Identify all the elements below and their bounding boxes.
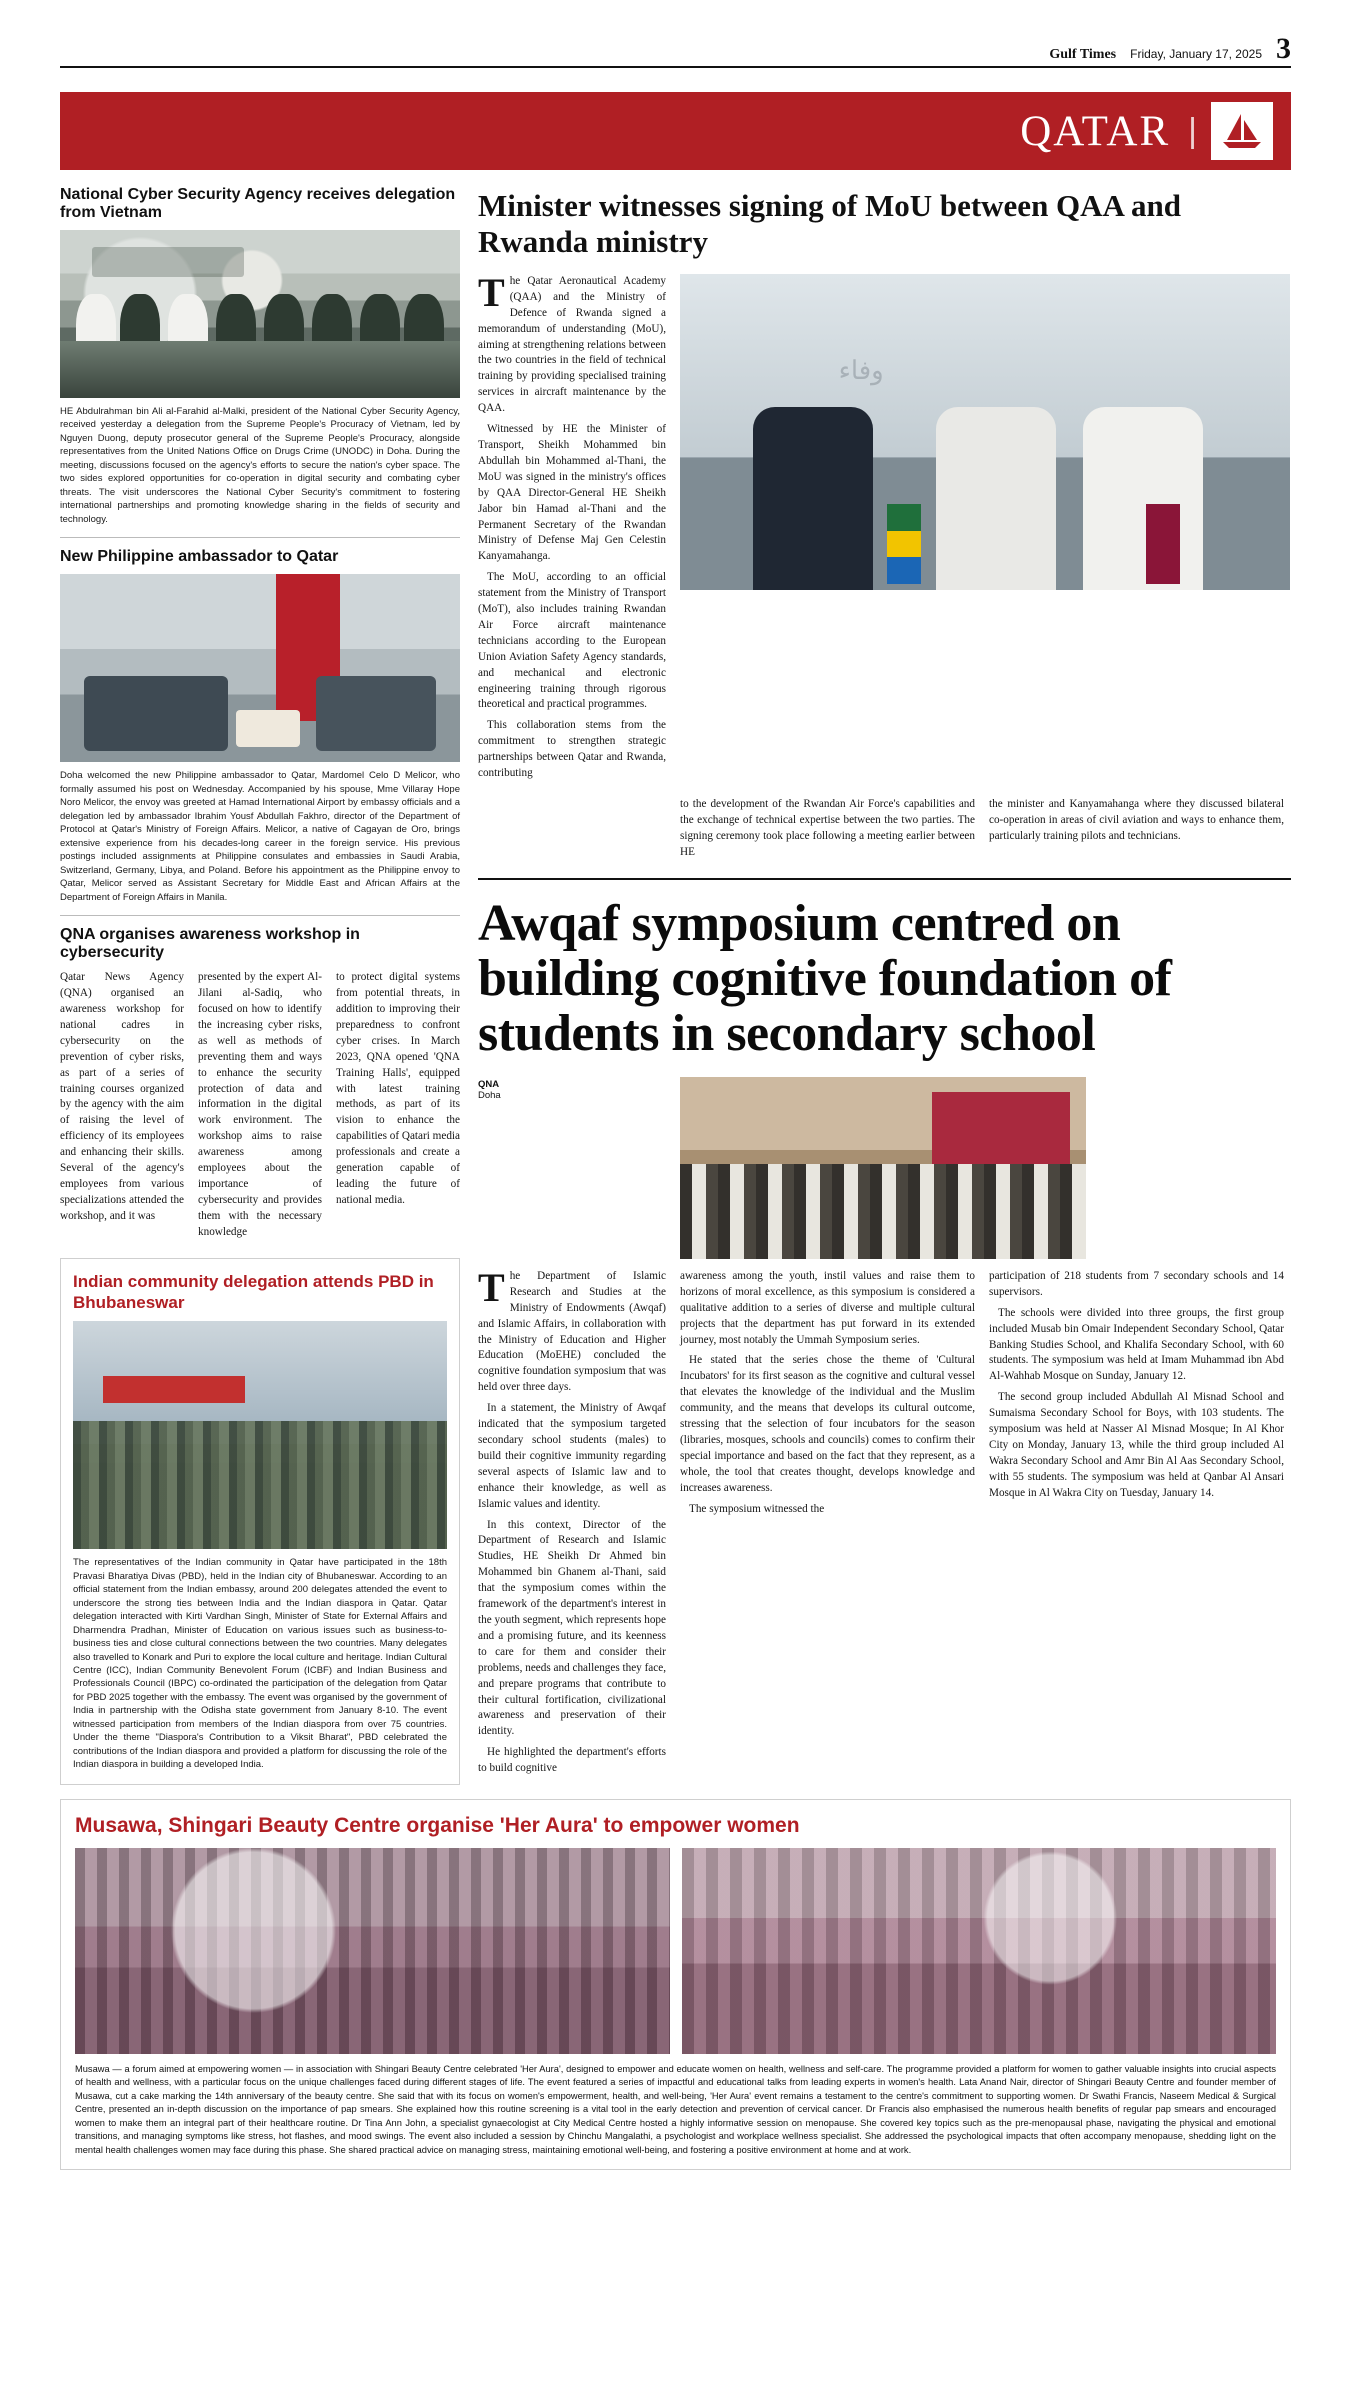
story-headline: Musawa, Shingari Beauty Centre organise 'Her Aura' to empower women <box>75 1813 800 1837</box>
pravasi-bharatiya-divas-photo <box>73 1321 447 1549</box>
story-musawa-her-aura <box>60 1799 1291 2170</box>
byline-city: Doha <box>478 1089 501 1101</box>
story-awqaf-symposium <box>478 896 1291 1782</box>
photo-arabic-text: وفاء <box>838 356 884 386</box>
divider <box>60 537 460 538</box>
divider <box>60 915 460 916</box>
story-cyber-security <box>60 186 460 526</box>
qatar-flag <box>1146 504 1180 584</box>
story-paragraph: In a statement, the Ministry of Awqaf indicated that the symposium targeted secondary school students (males) to build their cognitive immunity regarding several aspects of Islamic law and to enhance their knowledge, as well as Islamic values and identity. <box>478 1402 666 1510</box>
story-body <box>60 970 460 1245</box>
story-paragraph: The Department of Islamic Research and Studies at the Ministry of Endowments (Awqaf) and Islamic Affairs, in collaboration with the Ministry of Education and Higher Education (MoEHE) concluded the cognitive foundation symposium that was held over three days. <box>478 1264 666 1394</box>
publication-name: Gulf Times <box>1049 47 1117 62</box>
divider <box>478 878 1291 880</box>
story-body-column <box>478 1264 666 1782</box>
section-banner <box>60 92 1291 170</box>
her-aura-session-photo <box>682 1848 1277 2054</box>
cyber-security-meeting-photo <box>60 230 460 398</box>
byline <box>478 1079 666 1101</box>
awqaf-symposium-photo <box>680 1077 1086 1259</box>
story-body-column <box>989 1269 1284 1782</box>
section-title: QATAR <box>1020 107 1171 155</box>
story-paragraph: the minister and Kanyamahanga where they discussed bilateral co-operation in areas of civil aviation and ways to enhance them, particularly training pilots and technicians. <box>989 798 1284 842</box>
byline-agency: QNA <box>478 1078 500 1090</box>
newspaper-page <box>0 28 1351 2393</box>
mou-signing-photo <box>680 274 1290 590</box>
story-headline: Indian community delegation attends PBD in Bhubaneswar <box>73 1271 434 1312</box>
story-photos <box>75 1848 1276 2054</box>
story-paragraph: Qatar News Agency (QNA) organised an awareness workshop for national cadres in cybersecurity on the prevention of cyber risks, as part of a series of training courses organized by the agency with the aim of raising the level of efficiency of its employees and enhancing their skills. Several of the agency's employees from various specializations attended the workshop, and it was <box>60 971 184 1222</box>
masthead-right <box>1049 34 1291 64</box>
page-content <box>60 186 1291 1785</box>
her-aura-group-photo <box>75 1848 670 2054</box>
publication-date: Friday, January 17, 2025 <box>1130 47 1262 61</box>
story-paragraph: awareness among the youth, instil values and raise them to horizons of moral excellence, as this symposium is considered a qualitative addition to a series of diverse and multiple cultural projects that the department has put forward in its extended journey, most notably the Ummah Symposium series. <box>680 1269 975 1346</box>
story-caption: Musawa — a forum aimed at empowering women — in association with Shingari Beauty Centre celebrated 'Her Aura', designed to empower and educate women on health, wellness and self-care. The programme provided a platform for women to gather valuable insights into crucial aspects of health and wellness, with a particular focus on the unique challenges faced during different stages of life. The event featured a series of impactful and educational talks from leading experts in women's health. Lata Anand Nair, director of Shingari Beauty Centre and founder member of Musawa, cut a cake marking the 14th anniversary of the beauty centre. She said that with its focus on women's empowerment, health, and well-being, 'Her Aura' event remains a testament to the centre's commitment to supporting women. Dr Swathi Francis, Naseem Medical & Surgical Centre, presented an in-depth discussion on the importance of pap smears. She explained how this routine screening is a vital tool in the early detection and prevention of cervical cancer. Dr Francis also emphasised the numerous health benefits of regular pap smears and encouraged women to make them an integral part of their healthcare routine. Dr Tina Ann John, a specialist gynaecologist at City Medical Centre hosted a highly informative session on menopause. She covered key topics such as the pre-menopausal phase, navigating the physical and emotional transitions, and managing symptoms like stress, hot flashes, and mood swings. The event also included a session by Chinchu Mangalathi, a psychologist and workplace wellness specialist. She addressed the psychological impacts that often accompany menopause, shedding light on the mental health challenges women may face during this phase. She shared practical advice on managing stress, maintaining emotional well-being, and fostering a positive environment at home and at work. <box>75 2063 1276 2155</box>
rwanda-flag <box>887 504 921 584</box>
story-paragraph: presented by the expert Al-Jilani al-Sadiq, who focused on how to identify the increasing cyber risks, as well as methods of preventing them and ways to enhance the security protection of data and information in the digital work environment. The workshop aims to raise awareness among employees about the importance of cybersecurity and provides them with the necessary knowledge <box>198 971 322 1238</box>
story-caption: HE Abdulrahman bin Ali al-Farahid al-Malki, president of the National Cyber Security Agency, received yesterday a delegation from the Supreme People's Procuracy of Vietnam, led by Nguyen Duong, deputy prosecutor general of the Supreme People's Procuracy, alongside representatives from the United Nations Office on Drugs Crime (UNODC) in Doha. During the meeting, discussions focused on the agency's efforts to secure the nation's cyber space. The two sides explored opportunities for co-operation in digital security and combating cyber threats. The visit underscores the National Cyber Security's commitment to fostering international partnerships and promoting knowledge sharing in the fields of security and technology. <box>60 406 460 525</box>
story-mou-qaa-rwanda <box>478 188 1291 866</box>
philippine-ambassador-photo <box>60 574 460 762</box>
story-headline: QNA organises awareness workshop in cybersecurity <box>60 926 360 962</box>
story-paragraph: The second group included Abdullah Al Misnad School and Sumaisma Secondary School for Boys, with 103 students. The symposium was held at Nasser Al Misnad Mosque; In Al Khor City on Monday, January 13, while the third group included Al Wakra Secondary School and Amr Bin Al Aas Secondary School, with 55 students. The symposium was held at Qanbar Al Ansari Mosque in Al Wakra City on Tuesday, January 14. <box>989 1391 1284 1499</box>
story-paragraph: He stated that the series chose the theme of 'Cultural Incubators' for its first season as the cognitive and cultural vessel that elevates the knowledge of the individual and the Muslim community, and the means that develops its cultural outcome, stressing that the selection of four incubators for the season (libraries, mosques, schools and councils) comes to confirm their special importance and based on the fact that they represent, as a whole, the tool that creates thought, develops knowledge and increases awareness. <box>680 1354 975 1494</box>
story-qna-workshop <box>60 926 460 1245</box>
story-paragraph: Witnessed by HE the Minister of Transport, Sheikh Mohammed bin Abdullah bin Mohammed al-Thani, the MoU was signed in the ministry's offices by QAA Director-General HE Sheikh Jabor bin Hamad al-Thani and the Permanent Secretary of the Rwandan Ministry of Defense Maj Gen Celestin Kanyamahanga. <box>478 423 666 563</box>
banner-separator: | <box>1188 111 1197 150</box>
story-paragraph: participation of 218 students from 7 secondary schools and 14 supervisors. <box>989 1269 1284 1298</box>
right-column <box>478 186 1291 1785</box>
story-paragraph: to the development of the Rwandan Air Force's capabilities and the exchange of technical expertise between the two parties. The signing ceremony took place following a meeting earlier between HE <box>680 798 975 858</box>
story-body-column <box>478 269 666 787</box>
left-column <box>60 186 460 1785</box>
story-paragraph: The schools were divided into three groups, the first group included Musab bin Omair Independent Secondary School, Qatar Banking Studies School, and Khalifa Secondary School, with 60 students. The symposium was held at Imam Muhammad ibn Abd Al-Wahhab Mosque on Sunday, January 12. <box>989 1306 1284 1383</box>
story-headline: Awqaf symposium centred on building cognitive foundation of students in secondary school <box>478 894 1172 1062</box>
story-paragraph: In this context, Director of the Department of Research and Islamic Studies, HE Sheikh Dr Ahmed bin Mohammed bin Ghanem al-Thani, said that the symposium comes within the framework of the department's interest in the youth segment, which represents hope and a promising future, and its keenness to care for them and consider their problems, needs and challenges they face, and prepare programs that contribute to their cultural fortification, civilizational awareness and preservation of their identity. <box>478 1518 666 1738</box>
story-headline: New Philippine ambassador to Qatar <box>60 548 339 566</box>
story-indian-community <box>60 1258 460 1785</box>
story-philippine-ambassador <box>60 548 460 904</box>
story-paragraph: to protect digital systems from potential threats, in addition to improving their preparedness to confront cyber crises. In March 2023, QNA opened 'QNA Training Halls', equipped with latest training methods, as part of its vision to enhance the capabilities of Qatari media professionals and create a generation capable of leading the future of national media. <box>336 971 460 1206</box>
story-byline-column <box>478 1077 666 1259</box>
story-paragraph: The Qatar Aeronautical Academy (QAA) and the Ministry of Defence of Rwanda signed a memorandum of understanding (MoU), aiming at strengthening relations between the two countries in the field of technical training by providing specialised training services in aircraft maintenance by the QAA. <box>478 269 666 415</box>
story-headline: National Cyber Security Agency receives delegation from Vietnam <box>60 186 456 221</box>
masthead-rule <box>60 66 1291 68</box>
story-paragraph: This collaboration stems from the commitment to strengthen strategic partnerships between Qatar and Rwanda, contributing <box>478 719 666 780</box>
story-paragraph: The MoU, according to an official statement from the Ministry of Transport (MoT), also includes training Rwandan Air Force aircraft maintenance technicians according to the European Union Aviation Safety Agency standards, and mechanical and electronic engineering training through rigorous theoretical and practical programmes. <box>478 571 666 711</box>
dhow-boat-icon <box>1211 102 1273 160</box>
page-number: 3 <box>1276 32 1291 65</box>
masthead <box>60 28 1291 86</box>
story-paragraph: He highlighted the department's efforts to build cognitive <box>478 1746 666 1775</box>
story-caption: The representatives of the Indian community in Qatar have participated in the 18th Pravasi Bharatiya Divas (PBD), held in the Indian city of Bhubaneswar. According to an official statement from the Indian embassy, around 200 delegates attended the event to underscore the strong ties between India and the Indian diaspora in Qatar. Qatar delegation interacted with Kirti Vardhan Singh, Minister of State for External Affairs and Dharmendra Pradhan, Minister of Education on various issues such as business-to-business ties and close cultural connections between the two countries. Many delegates also travelled to Konark and Puri to explore the local culture and heritage. Indian Cultural Centre (ICC), Indian Community Benevolent Forum (ICBF) and Indian Business and Professionals Council (IBPC) co-ordinated the participation of the delegation from Qatar for PBD 2025 together with the embassy. The event was organised by the government of India in partnership with the Odisha state government from January 8-10. The event witnessed participation from members of the Indian diaspora from over 75 countries. Under the theme "Diaspora's Contribution to a Viksit Bharat", PBD celebrated the contributions of the Indian diaspora and provided a platform for discussing the role of the Indian diaspora in building a developed India. <box>73 1557 447 1771</box>
story-caption: Doha welcomed the new Philippine ambassador to Qatar, Mardomel Celo D Melicor, who formally assumed his post on Wednesday. Accompanied by his spouse, Mme Villaray Hope Noro Melicor, the envoy was greeted at Hamad International Airport by embassy officials and a delegation led by ambassador Ibrahim Yousf Abdullah Fakhro, director of the Department of Protocol at Qatar's Ministry of Foreign Affairs. Melicor, a native of Cagayan de Oro, brings extensive experience from his decades-long career in the foreign service. His previous postings included assignments at Philippine consulates and embassies in Saudi Arabia, Switzerland, Germany, Libya, and Poland. Before his appointment as the Philippine envoy to Qatar, Melicor served as Assistant Secretary for Middle East and African Affairs at the Department of Foreign Affairs in Manila. <box>60 770 460 903</box>
story-headline: Minister witnesses signing of MoU between QAA and Rwanda ministry <box>478 188 1181 259</box>
story-paragraph: The symposium witnessed the <box>689 1502 825 1515</box>
story-body-column <box>680 1269 975 1782</box>
